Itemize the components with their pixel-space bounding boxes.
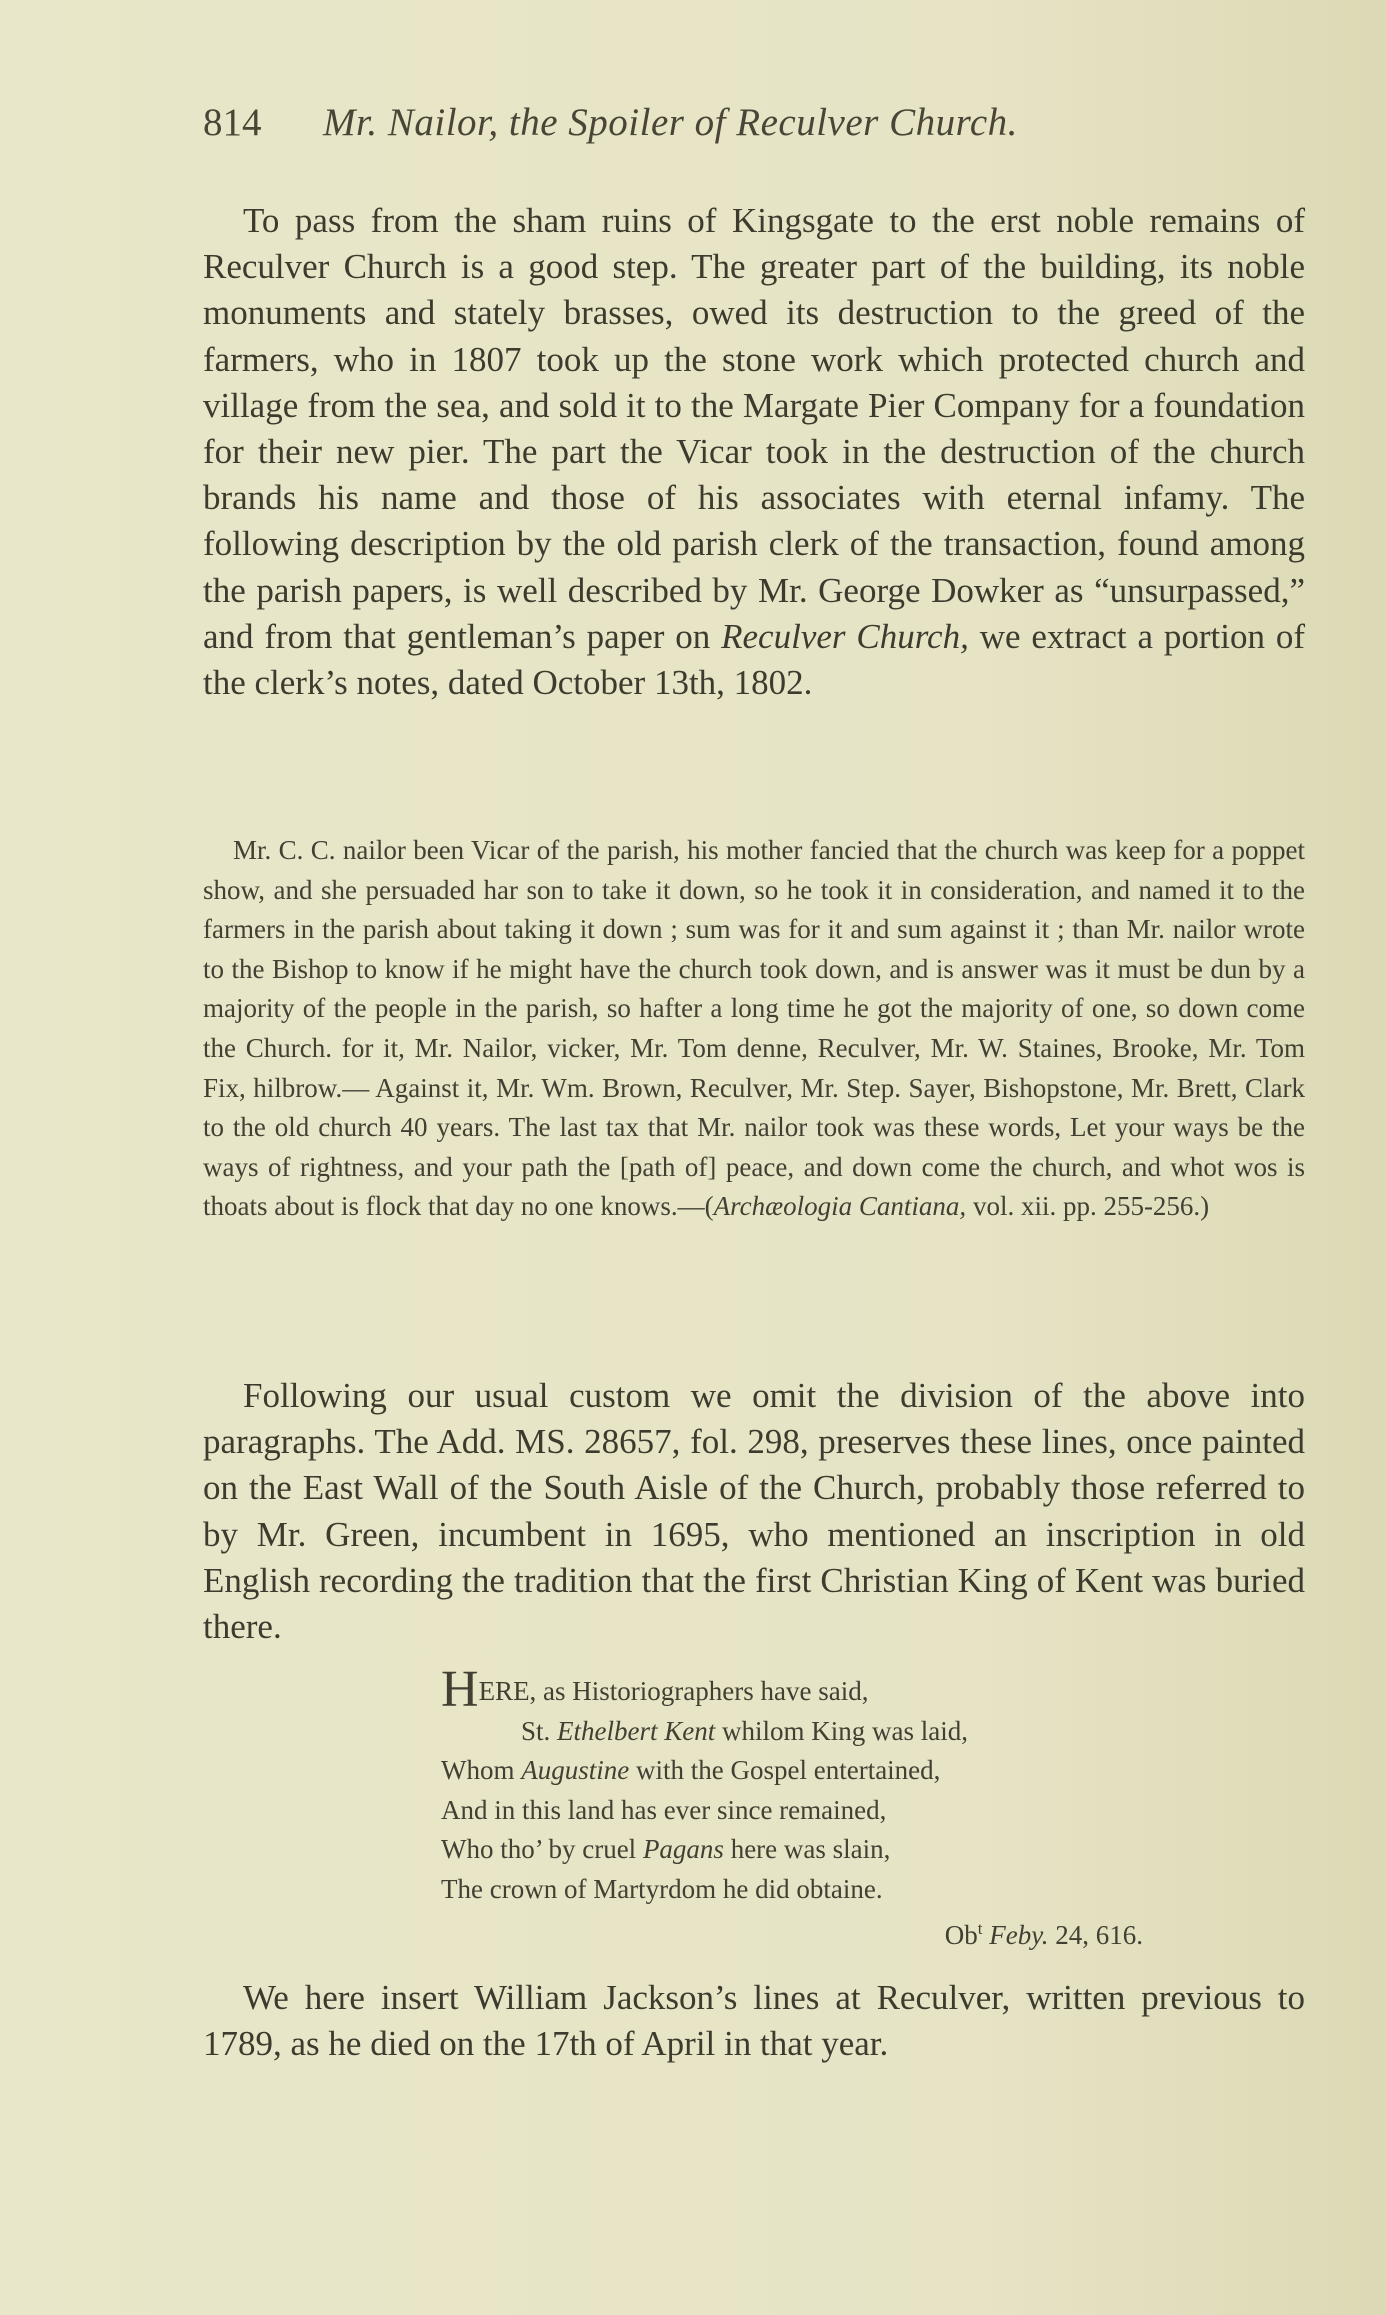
running-title: Mr. Nailor, the Spoiler of Reculver Church. — [323, 101, 1018, 144]
obit-italic: Feby. — [989, 1920, 1049, 1950]
verse-line — [441, 1830, 1161, 1870]
verse-text: with the Gospel entertained, — [636, 1755, 941, 1785]
verse-line — [441, 1751, 1161, 1791]
verse-line: The crown of Martyrdom he did obtaine. — [441, 1873, 883, 1904]
running-header — [203, 100, 1203, 145]
verse-text: ERE, as Historiographers have said, — [478, 1676, 869, 1706]
italic-source: Archæologia Cantiana, — [713, 1191, 967, 1222]
verse-line — [441, 1712, 1161, 1752]
quote-citation: vol. xii. pp. 255-256.) — [972, 1191, 1210, 1222]
paragraph-text: we extract a portion of the clerk’s notes, dated October 13th, 1802. — [203, 616, 1305, 703]
paragraph-inscription — [203, 1373, 1305, 1650]
inscription-verse — [441, 1661, 1161, 1956]
verse-italic: Augustine — [521, 1755, 630, 1785]
paragraph-reculver-church — [203, 198, 1305, 706]
quote-text: Mr. C. C. nailor been Vicar of the parish, his mother fancied that the church was keep for a poppet show, and she persuaded har son to take it down, so he took it in consideration, and named it to the farmers in the parish about taking it down ; sum was for it and sum against it ; than Mr. nailor wrote to the Bishop to know if he might have the church took down, and is answer was it must be dun by a majority of the people in the parish, so hafter a long time he got the majority of one, so down come the Church. for it, Mr. Nailor, vicker, Mr. Tom denne, Reculver, Mr. W. Staines, Brooke, Mr. Tom Fix, hilbrow.— Against it, Mr. Wm. Brown, Reculver, Mr. Step. Sayer, Bishopstone, Mr. Brett, Clark to the old church 40 years. The last tax that Mr. nailor took was these words, Let your ways be the ways of rightness, and your path the [path of] peace, and down come the church, and whot wos is thoats about is flock that day no one knows.—( — [203, 835, 1305, 1222]
verse-text: St. — [521, 1715, 551, 1746]
paragraph-jackson-lines — [203, 1975, 1305, 2067]
verse-italic: Pagans — [642, 1834, 724, 1864]
verse-line: And in this land has ever since remained, — [441, 1794, 887, 1825]
obit-line — [441, 1909, 1161, 1956]
verse-line — [441, 1661, 1161, 1718]
paragraph-text: To pass from the sham ruins of Kingsgate to the erst noble remains of Reculver Church is a good step. The greater part of the building, its noble monuments and stately brasses, owed its destruction to the greed of the farmers, who in 1807 took up the stone work which protected church and village from the sea, and sold it to the Margate Pier Company for a foundation for their new pier. The part the Vicar took in the destruction of the church brands his name and those of his associates with eternal infamy. The following description by the old parish clerk of the transaction, found among the parish papers, is well described by Mr. George Dowker as “unsurpassed,” and from that gentleman’s paper on — [203, 201, 1305, 656]
verse-text: whilom King was laid, — [722, 1715, 968, 1746]
page-number: 814 — [203, 101, 262, 144]
verse-text: Whom — [441, 1755, 515, 1785]
obit-text: Ob — [944, 1920, 978, 1950]
italic-title: Reculver Church, — [721, 616, 969, 656]
clerk-notes-quote — [203, 831, 1305, 1227]
verse-italic: Ethelbert Kent — [557, 1715, 716, 1746]
obit-date: 24, 616. — [1055, 1920, 1143, 1950]
drop-cap: H — [441, 1661, 479, 1718]
verse-text: Who tho’ by cruel — [441, 1834, 637, 1864]
paragraph-text: We here insert William Jackson’s lines at Reculver, written previous to 1789, as he died on the 17th of April in that year. — [203, 1978, 1305, 2064]
paragraph-text: Following our usual custom we omit the division of the above into paragraphs. The Add. MS. 28657, fol. 298, preserves these lines, once painted on the East Wall of the South Aisle of the Church, probably those referred to by Mr. Green, incumbent in 1695, who mentioned an inscription in old English recording the tradition that the first Christian King of Kent was buried there. — [203, 1376, 1305, 1647]
verse-text: here was slain, — [730, 1834, 891, 1864]
obit-superscript: t — [977, 1919, 983, 1938]
